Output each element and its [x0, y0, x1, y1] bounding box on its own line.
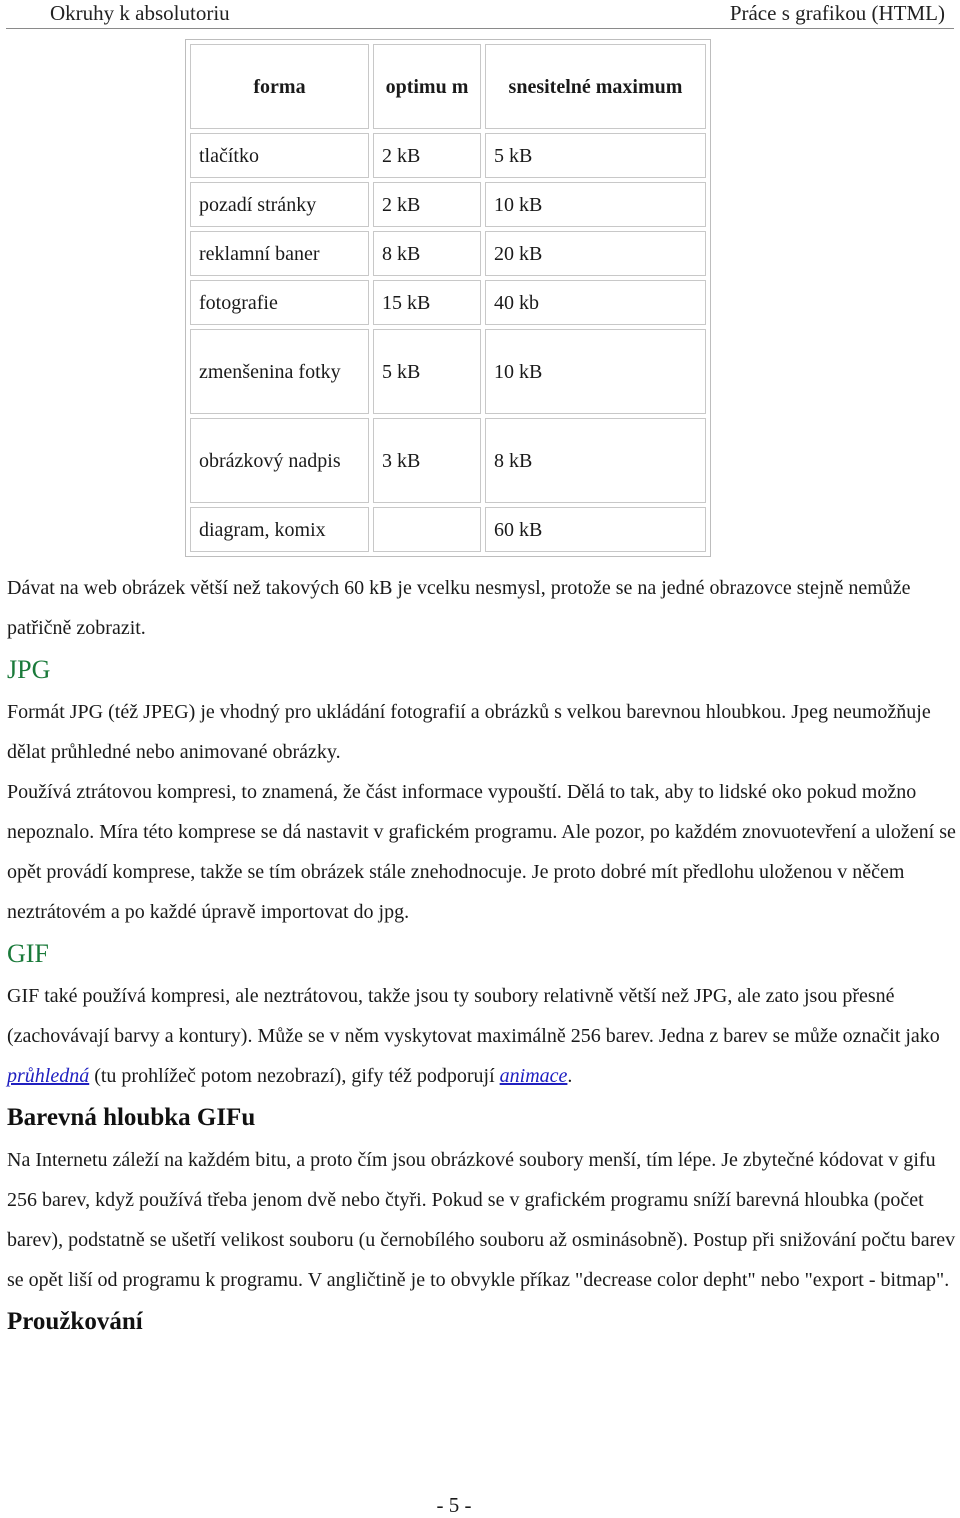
table-cell: obrázkový nadpis: [190, 418, 369, 503]
jpg-paragraph: Formát JPG (též JPEG) je vhodný pro ukládání fotografií a obrázků s velkou barevnou hloubkou. Jpeg neumožňuje dělat průhledné nebo animované obrázky.: [7, 701, 931, 763]
page-number: - 5 -: [436, 1493, 472, 1517]
animation-link[interactable]: animace: [499, 1065, 568, 1087]
table-cell: 15 kB: [373, 280, 481, 325]
table-cell: 10 kB: [485, 182, 706, 227]
table-row: [190, 329, 706, 414]
header-left: Okruhy k absolutoriu: [50, 1, 230, 25]
table-header-cell: forma: [190, 44, 369, 129]
gif-paragraph: [7, 976, 957, 1096]
depth-paragraph: Na Internetu záleží na každém bitu, a proto čím jsou obrázkové soubory menší, tím lépe. Je zbytečné kódovat v gifu 256 barev, když používá třeba jenom dvě nebo čtyři. Pokud se v grafickém programu sníží barevná hloubka (počet barev), podstatně se ušetří velikost souboru (u černobílého souboru až osminásobně). Postup při snižování počtu barev se opět liší od programu k programu. V angličtině je to obvykle příkaz "decrease color depht" nebo "export - bitmap".: [7, 1149, 956, 1291]
depth-heading: Barevná hloubka GIFu: [7, 1104, 256, 1131]
gif-heading: GIF: [7, 939, 49, 968]
gif-text-2: (tu prohlížeč potom nezobrazí), gify též podporují: [89, 1065, 500, 1087]
table-cell: 10 kB: [485, 329, 706, 414]
page-header: [0, 0, 960, 28]
header-right: Práce s grafikou (HTML): [729, 1, 945, 25]
table-cell: diagram, komix: [190, 507, 369, 552]
transparent-link[interactable]: průhledná: [7, 1065, 90, 1087]
gif-text-1: GIF také používá kompresi, ale neztrátovou, takže jsou ty soubory relativně větší než JPG, ale zato jsou přesné (zachovávají barvy a kontury). Může se v něm vyskytovat maximálně 256 barev. Jedna z barev se může označit jako: [7, 985, 940, 1047]
table-cell: 3 kB: [373, 418, 481, 503]
table-row: [190, 507, 706, 552]
table-header-cell: optimu m: [373, 44, 481, 129]
table-cell: 2 kB: [373, 133, 481, 178]
intro-paragraph: Dávat na web obrázek větší než takových 60 kB je vcelku nesmysl, protože se na jedné obrazovce stejně nemůže patřičně zobrazit.: [7, 577, 911, 639]
size-table: [185, 39, 711, 557]
table-cell: pozadí stránky: [190, 182, 369, 227]
table-cell: 5 kB: [373, 329, 481, 414]
gif-text-3: .: [567, 1065, 573, 1087]
table-cell: 60 kB: [485, 507, 706, 552]
table-cell: tlačítko: [190, 133, 369, 178]
banding-heading: Proužkování: [7, 1308, 143, 1335]
jpg-compression-paragraph: Používá ztrátovou kompresi, to znamená, že část informace vypouští. Dělá to tak, aby to lidské oko pokud možno nepoznalo. Míra této komprese se dá nastavit v grafickém programu. Ale pozor, po každém znovuotevření a uložení se opět provádí komprese, takže se tím obrázek stále znehodnocuje. Je proto dobré mít předlohu uloženou v něčem neztrátovém a po každé úpravě importovat do jpg.: [7, 781, 956, 923]
table-cell: 20 kB: [485, 231, 706, 276]
main-content: [7, 568, 957, 1344]
table-cell: 40 kb: [485, 280, 706, 325]
table-row: [190, 231, 706, 276]
table-header-row: [190, 44, 706, 129]
jpg-heading: JPG: [7, 655, 51, 684]
table-cell: 2 kB: [373, 182, 481, 227]
table-cell: [373, 507, 481, 552]
table-row: [190, 133, 706, 178]
table-header-cell: snesitelné maximum: [485, 44, 706, 129]
table-cell: zmenšenina fotky: [190, 329, 369, 414]
table-cell: fotografie: [190, 280, 369, 325]
table-row: [190, 418, 706, 503]
table-cell: reklamní baner: [190, 231, 369, 276]
table-row: [190, 182, 706, 227]
table-row: [190, 280, 706, 325]
table-cell: 8 kB: [485, 418, 706, 503]
table-cell: 5 kB: [485, 133, 706, 178]
header-rule: [6, 28, 954, 29]
table-cell: 8 kB: [373, 231, 481, 276]
